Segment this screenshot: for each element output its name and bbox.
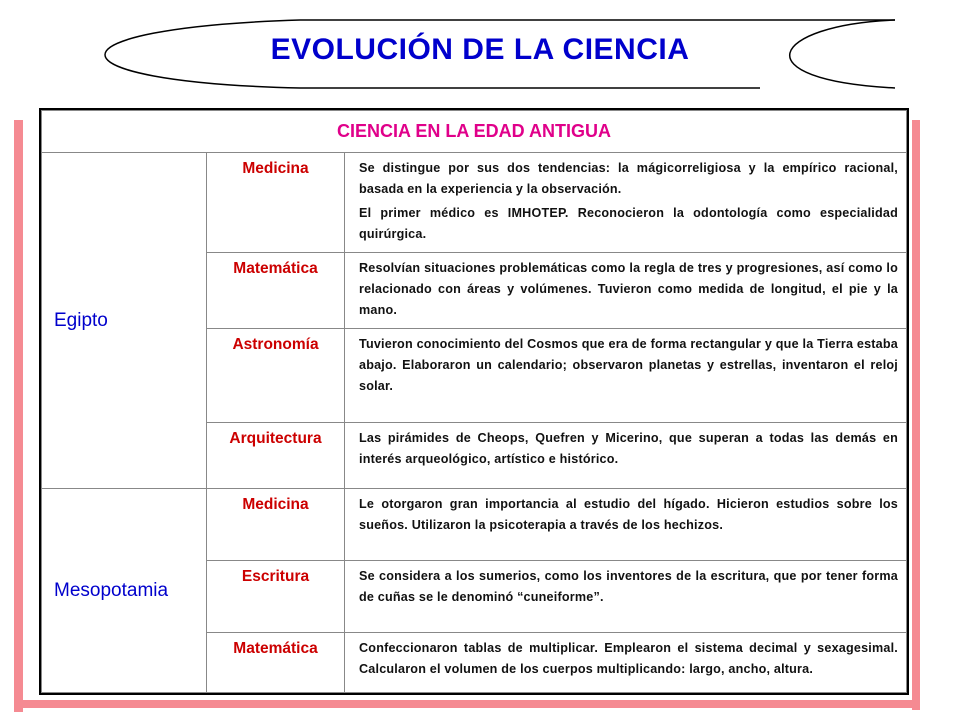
topic-description [345,633,907,693]
region-mesopotamia: Mesopotamia [42,489,207,693]
table-header: CIENCIA EN LA EDAD ANTIGUA [42,111,907,153]
right-accent-bar [912,120,920,710]
topic-matematica: Matemática [207,633,345,693]
description-paragraph: Resolvían situaciones problemáticas como la regla de tres y progresiones, así como lo relacionado con áreas y volúmenes. Tuvieron como medida de longitud, el pie y la mano. [359,261,898,317]
left-accent-bar [14,120,23,712]
topic-arquitectura: Arquitectura [207,423,345,489]
topic-matematica: Matemática [207,253,345,329]
description-paragraph: Las pirámides de Cheops, Quefren y Micerino, que superan a todas las demás en interés arqueológico, artístico e histórico. [359,431,898,466]
description-paragraph: Se considera a los sumerios, como los inventores de la escritura, que por tener forma de cuñas se le denominó “cuneiforme”. [359,569,898,604]
topic-escritura: Escritura [207,561,345,633]
topic-description [345,253,907,329]
topic-description [345,561,907,633]
bottom-accent-bar [14,700,920,708]
topic-description [345,423,907,489]
description-paragraph: Confeccionaron tablas de multiplicar. Emplearon el sistema decimal y sexagesimal. Calcularon el volumen de los cuerpos multiplicando: largo, ancho, altura. [359,641,898,676]
topic-description [345,489,907,561]
topic-medicina: Medicina [207,489,345,561]
topic-medicina: Medicina [207,153,345,253]
topic-astronomia: Astronomía [207,329,345,423]
description-paragraph: El primer médico es IMHOTEP. Reconocieron la odontología como especialidad quirúrgica. [359,206,898,241]
description-paragraph: Se distingue por sus dos tendencias: la mágicorreligiosa y la empírico racional, basada en la experiencia y la observación. [359,161,898,196]
topic-description [345,153,907,253]
region-egipto: Egipto [42,153,207,489]
description-paragraph: Tuvieron conocimiento del Cosmos que era de forma rectangular y que la Tierra estaba abajo. Elaboraron un calendario; observaron planetas y estrellas, inventaron el reloj solar. [359,337,898,393]
page-title: EVOLUCIÓN DE LA CIENCIA [270,33,690,66]
science-table [39,108,909,695]
topic-description [345,329,907,423]
description-paragraph: Le otorgaron gran importancia al estudio del hígado. Hicieron estudios sobre los sueños. Utilizaron la psicoterapia a través de los hechizos. [359,497,898,532]
